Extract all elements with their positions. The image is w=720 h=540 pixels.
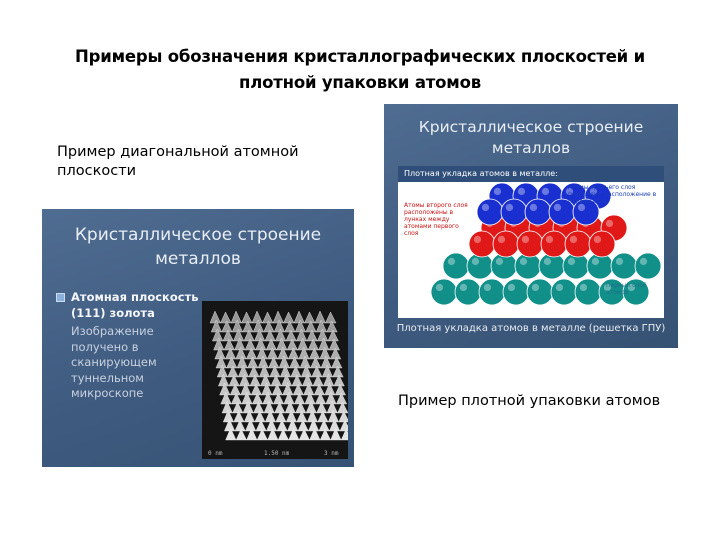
- caption-diagonal-plane: Пример диагональной атомной плоскости: [57, 144, 299, 179]
- stm-surface-image: [202, 301, 348, 459]
- stm-surface-svg: [202, 301, 348, 459]
- bullet-text: Атомная плоскость (111) золота: [71, 290, 199, 320]
- packing-caption: Плотная укладка атомов в металле (решетка ГПУ): [396, 323, 666, 334]
- panel-title: Кристаллическое строение металлов: [74, 225, 322, 269]
- scale-label: 3 nm: [324, 450, 339, 457]
- bullet-subtext: Изображение получено в сканирующем туннельном микроскопе: [71, 324, 157, 400]
- bullet-square-icon: [56, 293, 65, 302]
- bullet-block: [56, 289, 206, 402]
- scale-label: 0 nm: [208, 450, 223, 457]
- note-first-layer: Первый слой атомов: [606, 282, 647, 296]
- packing-header: Плотная укладка атомов в металле:: [398, 166, 664, 182]
- stm-scale-bar: [202, 447, 348, 461]
- scale-label: 1.50 nm: [264, 450, 290, 457]
- stm-gold-panel: [42, 209, 354, 467]
- panel-title: Кристаллическое строение металлов: [418, 118, 644, 157]
- note-second-layer: Атомы второго слоя расположены в лунках между атомами первого слоя: [404, 202, 468, 237]
- caption-close-packing: Пример плотной упаковки атомов: [398, 393, 661, 409]
- slide-title: Примеры обозначения кристаллографических плоскостей и плотной упаковки атомов: [75, 47, 645, 92]
- close-packing-panel: [384, 104, 678, 348]
- note-third-layer: Атомы третьего слоя повторяют расположение в первом слое: [568, 184, 657, 205]
